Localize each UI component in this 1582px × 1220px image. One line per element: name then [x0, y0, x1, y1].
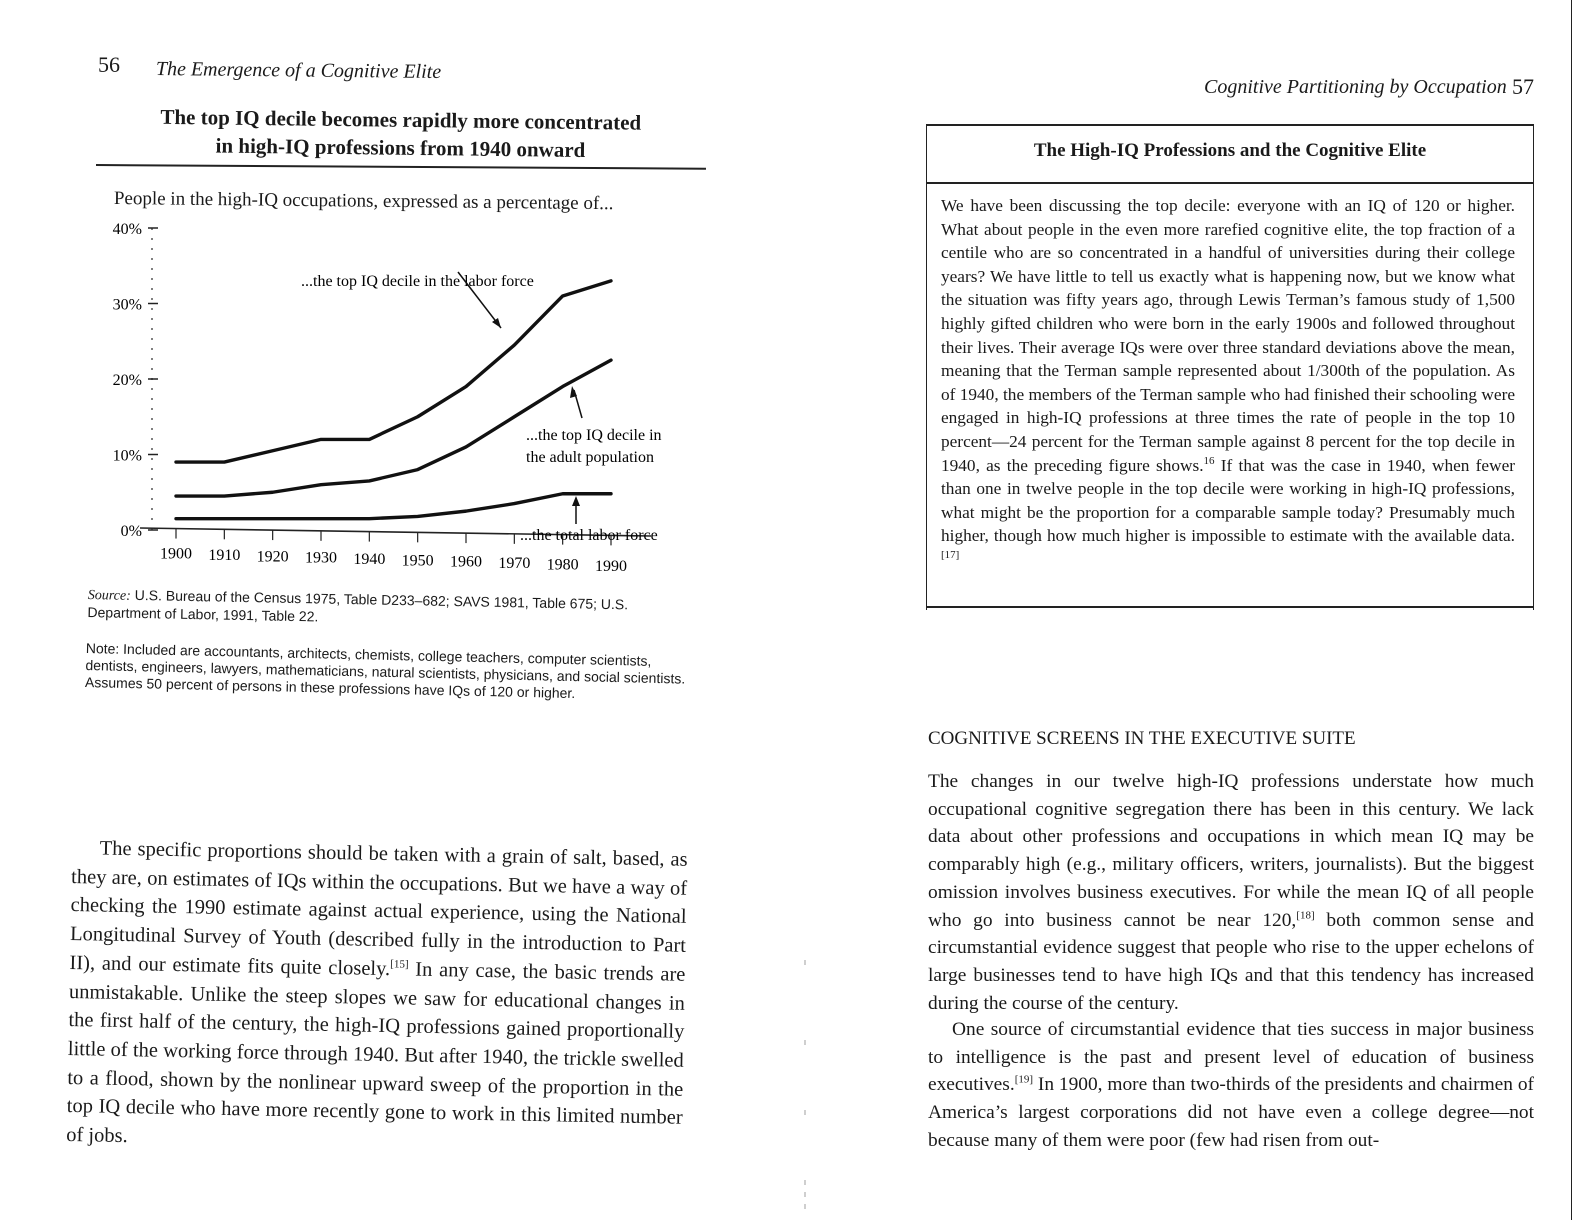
section-heading: COGNITIVE SCREENS IN THE EXECUTIVE SUITE [928, 728, 1356, 749]
x-tick-label: 1900 [160, 545, 192, 563]
line-chart [96, 210, 696, 580]
x-tick-label: 1970 [498, 555, 531, 573]
footnote-ref[interactable]: [15] [390, 958, 409, 971]
annotation-adult-population: the adult population [526, 449, 654, 466]
sidebar-box [926, 124, 1534, 610]
left-page [0, 0, 790, 1220]
x-tick-label: 1940 [353, 550, 386, 568]
sidebar-text-part: We have been discussing the top decile: everyone with an IQ of 120 or higher. What about people in the even more rarefied cognitive elite, the top fraction of a centile who are so concentrated in a handful of universities during their college years? We have little to tell us exactly what is happening now, but we know what the situation was fifty years ago, through Lewis Terman’s famous study of 1,500 highly gifted children who were born in the early 1900s and followed throughout their lives. Their average IQs were over three standard deviations above the mean, meaning that the Terman sample represented about 1/300th of the population. As of 1940, the members of the Terman sample who had finished their schooling were engaged in high-IQ professions at three times the rate of people in the top 10 percent—24 percent for the Terman sample against 8 percent for the top decile in 1940, as the preceding figure shows. [941, 196, 1515, 475]
sidebar-divider [927, 182, 1533, 184]
annotation-arrowhead [492, 318, 501, 328]
figure-note: Note: Included are accountants, architects, chemists, college teachers, computer scientists, dentists, engineers, lawyers, mathematicians, natural scientists, physicians, and social scientists. Assumes 50 percent of persons in these professions have IQs of 120 or higher. [84, 640, 686, 702]
x-tick-label: 1920 [256, 548, 289, 566]
sidebar-title: The High-IQ Professions and the Cognitive Elite [1033, 140, 1427, 161]
source-label: Source: [87, 587, 131, 604]
y-tick-label: 20% [112, 372, 142, 389]
annotation-arrowhead [570, 386, 577, 398]
y-tick-label: 40% [112, 221, 142, 238]
figure-title-line-2: in high-IQ professions from 1940 onward [215, 133, 586, 162]
source-text: U.S. Bureau of the Census 1975, Table D233–682; SAVS 1981, Table 675; U.S. Department of Labor, 1991, Table 22. [87, 586, 629, 625]
right-page [800, 0, 1582, 1220]
page-number: 57 [1512, 74, 1534, 99]
sidebar-text-part: If that was the case in 1940, when fewer than one in twelve people in the top decile were working in high-IQ professions, what might be the proportion for a comparable sample today? Presumably much higher, though how much higher is impossible to estimate with the available data. [941, 455, 1515, 546]
footnote-ref[interactable]: 16 [1203, 454, 1215, 467]
footnote-ref[interactable]: [17] [941, 549, 960, 562]
body-paragraph [928, 768, 1534, 1017]
figure-title [95, 102, 706, 165]
paragraph-text: In any case, the basic trends are unmistakable. Unlike the steep slopes we saw for educational changes in the first half of the century, the high-IQ professions gained proportionally little of the working force through 1940. But after 1940, the trickle swelled to a flood, shown by the nonlinear upward sweep of the proportion in the top IQ decile who have more recently gone to work in this limited number of jobs. [66, 958, 686, 1148]
annotation-adult-population: ...the top IQ decile in [526, 427, 662, 444]
annotation-total-labor-force: ...the total labor force [520, 527, 658, 544]
figure-subtitle: People in the high-IQ occupations, expressed as a percentage of... [113, 188, 614, 215]
paragraph-text: In 1900, more than two-thirds of the presidents and chairmen of America’s largest corporations did not have even a college degree—not because many of them were poor (few had risen from out- [928, 1074, 1534, 1151]
x-tick-label: 1960 [450, 553, 482, 571]
paragraph-text: One source of circumstantial evidence that ties success in major business to intelligence is the past and present level of education of business executives. [928, 1019, 1534, 1096]
y-tick-label: 30% [112, 296, 142, 314]
annotation-arrowhead [572, 496, 580, 506]
footnote-ref[interactable]: [19] [1014, 1073, 1034, 1086]
x-tick-label: 1980 [546, 556, 579, 574]
body-paragraph [66, 834, 688, 1162]
x-tick-label: 1990 [595, 557, 627, 575]
paragraph-text: The specific proportions should be taken with a grain of salt, based, as they are, on estimates of IQs within the occupations. But we have a way of checking the 1990 estimate against actual experience, using the National Longitudinal Survey of Youth (described fully in the introduction to Part II), and our estimate fits quite closely. [69, 837, 688, 980]
sidebar-text [941, 194, 1515, 572]
annotation-labor-force: ...the top IQ decile in the labor force [301, 273, 534, 290]
figure-title-rule [96, 164, 706, 170]
y-tick-label: 10% [112, 447, 142, 465]
paragraph-text: The changes in our twelve high-IQ professions understate how much occupational cognitive segregation there has been in this century. We lack data about other professions and occupations in which mean IQ may be comparably high (e.g., military officers, writers, journalists). But the biggest omission involves business executives. For while the mean IQ of all people who go into business cannot be near 120, [928, 771, 1534, 931]
x-tick-label: 1930 [305, 549, 337, 567]
footnote-ref[interactable]: [18] [1296, 909, 1315, 922]
series-line-total-labor-force [176, 494, 611, 519]
figure-title-line-1: The top IQ decile becomes rapidly more concentrated [160, 104, 642, 135]
paragraph-text: both common sense and circumstantial evidence suggest that people who rise to the upper echelons of large businesses tend to have high IQs and that this tendency has increased during the course of the century. [928, 909, 1534, 1014]
figure-source [87, 586, 696, 633]
x-tick-label: 1910 [208, 546, 241, 564]
page-edge [1571, 0, 1573, 1220]
body-paragraph [928, 1016, 1534, 1155]
running-head: Cognitive Partitioning by Occupation [1204, 76, 1507, 98]
page-number: 56 [98, 52, 120, 77]
running-head: The Emergence of a Cognitive Elite [155, 58, 442, 83]
x-tick-label: 1950 [401, 552, 434, 570]
y-tick-label: 0% [120, 523, 142, 540]
sidebar-bottom-rule [926, 606, 1534, 608]
